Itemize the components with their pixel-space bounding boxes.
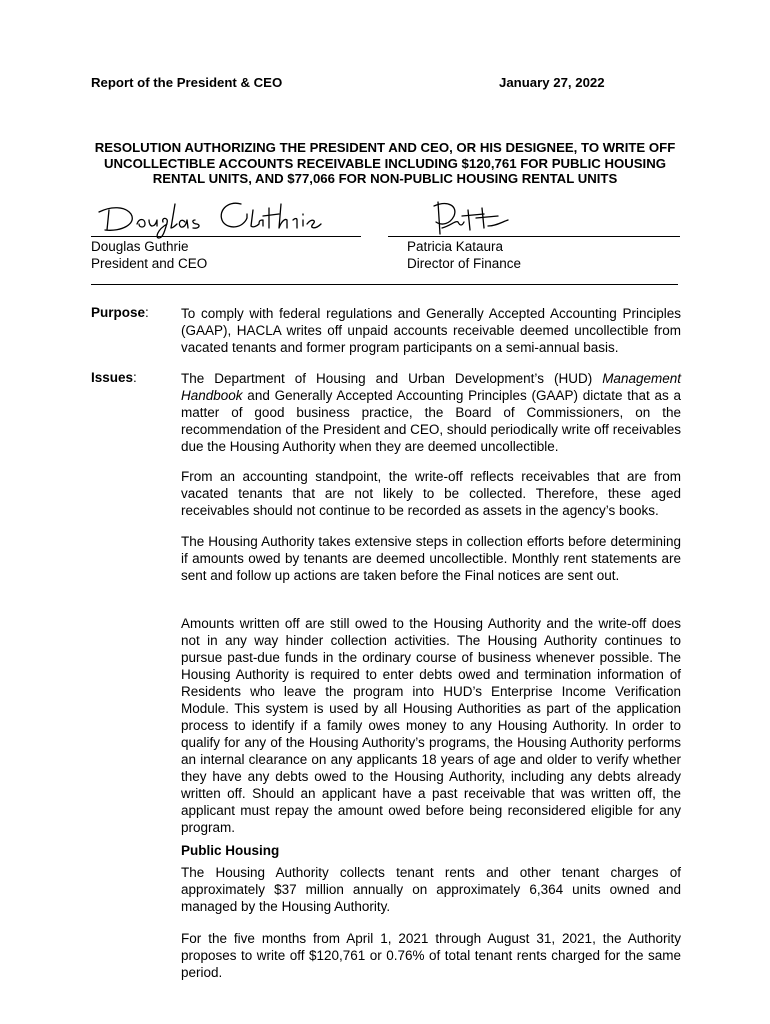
signer-block-ceo	[91, 238, 207, 272]
public-housing-paragraph: The Housing Authority collects tenant rents and other tenant charges of approximately $37 million annually on approximately 6,364 units owned and managed by the Housing Authority.	[181, 865, 681, 914]
issues-paragraph: Amounts written off are still owed to the Housing Authority and the write-off does not in any way hinder collection activities. The Housing Authority continues to pursue past-due funds in the ordinary course of business whenever possible. The Housing Authority is required to enter debts owed and termination information of Residents who leave the program into HUD’s Enterprise Income Verification Module. This system is used by all Housing Authorities as part of the application process to identify if a family owes money to any Housing Authority. In order to qualify for any of the Housing Authority’s programs, the Housing Authority performs an internal clearance on any applicants 18 years of age and older to verify whether they have any debts owed to the Housing Authority, including any debts already written off. Should an applicant have a past receivable that was written off, the applicant must repay the amount owed before being reconsidered eligible for any program.	[181, 616, 681, 835]
public-housing-paragraph: For the five months from April 1, 2021 through August 31, 2021, the Authority proposes to write off $120,761 or 0.76% of total tenant rents charged for the same period.	[181, 931, 681, 980]
signature-patricia-kataura	[428, 196, 518, 240]
report-date: January 27, 2022	[499, 75, 605, 90]
signer-role: President and CEO	[91, 256, 208, 271]
section-divider	[91, 284, 678, 285]
resolution-title: RESOLUTION AUTHORIZING THE PRESIDENT AND CEO, OR HIS DESIGNEE, TO WRITE OFF UNCOLLECTIBLE ACCOUNTS RECEIVABLE INCLUDING $120,761 FOR PUBLIC HOUSING RENTAL UNITS, AND $77,066 FOR NON-PUBLIC HOUSING RENTAL UNITS	[94, 140, 676, 186]
purpose-label: Purpose:	[91, 305, 149, 320]
handbook-title: Management Handbook	[181, 371, 681, 403]
signer-block-finance	[407, 238, 521, 272]
issues-paragraph: The Department of Housing and Urban Development’s (HUD) Management Handbook and Generally Accepted Accounting Principles (GAAP) dictate that as a matter of good business practice, the Board of Commissioners, on the recommendation of the President and CEO, should periodically write off receivables due the Housing Authority when they are deemed uncollectible.	[181, 371, 681, 454]
public-housing-heading: Public Housing	[181, 843, 280, 858]
signature-douglas-guthrie	[91, 190, 331, 240]
signature-line	[388, 236, 680, 237]
purpose-paragraph: To comply with federal regulations and Generally Accepted Accounting Principles (GAAP), HACLA writes off unpaid accounts receivable deemed uncollectible from vacated tenants and former program participants on a semi-annual basis.	[181, 306, 681, 355]
signer-name: Patricia Kataura	[407, 239, 504, 254]
issues-label: Issues:	[91, 370, 137, 385]
issues-paragraph: From an accounting standpoint, the write-off reflects receivables that are from vacated tenants that are not likely to be collected. Therefore, these aged receivables should not continue to be recorded as assets in the agency’s books.	[181, 469, 681, 518]
signature-line	[91, 236, 361, 237]
signer-role: Director of Finance	[407, 256, 522, 271]
report-header-title: Report of the President & CEO	[91, 75, 283, 90]
issues-paragraph: The Housing Authority takes extensive steps in collection efforts before determining if amounts owed by tenants are deemed uncollectible. Monthly rent statements are sent and follow up actions are taken before the Final notices are sent out.	[181, 534, 681, 583]
signer-name: Douglas Guthrie	[91, 239, 189, 254]
